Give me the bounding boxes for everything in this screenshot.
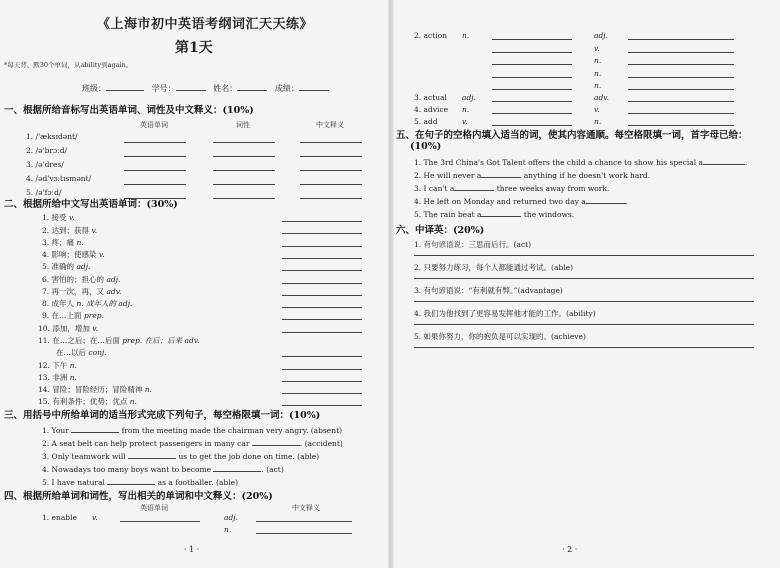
answer-blank[interactable]	[481, 208, 521, 217]
pos-label: adj.	[224, 513, 238, 522]
col-header-meaning: 中文释义	[316, 121, 344, 129]
answer-blank[interactable]	[282, 393, 362, 394]
answer-blank[interactable]	[256, 521, 352, 522]
translation-item: 1. 有句谚语说：三思而后行。(act)	[414, 240, 532, 249]
answer-blank[interactable]	[492, 113, 572, 114]
answer-line[interactable]	[414, 255, 754, 256]
derivation-item: 4. advice	[414, 105, 449, 114]
chinese-item: 在…以后 conj.	[56, 348, 107, 357]
col-header-word: 英语单词	[140, 121, 168, 129]
pos-label: v.	[594, 105, 600, 114]
phonetic-item: 3. /ə'dres/	[26, 160, 64, 169]
derivation-item: 3. actual	[414, 93, 447, 102]
section-5-score: (10%)	[410, 141, 442, 152]
pos-label: n.	[594, 69, 602, 78]
answer-blank[interactable]	[492, 64, 572, 65]
chinese-item: 13. 非洲 n.	[38, 373, 77, 382]
answer-blank[interactable]	[213, 142, 275, 143]
chinese-item: 1. 接受 v.	[42, 213, 75, 222]
answer-blank[interactable]	[282, 332, 362, 333]
sentence-item: 3. Only teamwork will us to get the job done on time. (able)	[42, 452, 320, 461]
chinese-item: 12. 下午 n.	[38, 361, 77, 370]
chinese-item: 6. 害怕的；担心的 adj.	[42, 275, 121, 284]
pos-label: n.	[462, 105, 470, 114]
answer-blank[interactable]	[492, 125, 572, 126]
derivation-item: 1. enable	[42, 513, 77, 522]
answer-blank[interactable]	[628, 39, 734, 40]
section-1-heading: 一、根据所给音标写出英语单词、词性及中文释义：(10%)	[4, 105, 254, 116]
sentence-item: 1. Your from the meeting made the chairman very angry. (absent)	[42, 426, 343, 435]
chinese-item: 3. 疼；痛 n.	[42, 238, 84, 247]
answer-blank[interactable]	[282, 283, 362, 284]
chinese-item: 15. 有利条件；优势；优点 n.	[38, 397, 137, 406]
answer-blank[interactable]	[107, 476, 155, 485]
document-title: 《上海市初中英语考纲词汇天天练》	[97, 17, 314, 32]
answer-blank[interactable]	[213, 463, 261, 472]
name-blank[interactable]	[237, 82, 267, 91]
answer-blank[interactable]	[703, 156, 745, 165]
sentence-item: 4. He left on Monday and returned two day a .	[414, 197, 629, 206]
answer-blank[interactable]	[300, 156, 362, 157]
answer-blank[interactable]	[628, 64, 734, 65]
phonetic-item: 2. /ə'brɔːd/	[26, 146, 68, 155]
answer-blank[interactable]	[282, 270, 362, 271]
answer-blank[interactable]	[628, 101, 734, 102]
score-blank[interactable]	[299, 82, 329, 91]
answer-blank[interactable]	[252, 437, 300, 446]
answer-line[interactable]	[414, 278, 754, 279]
translation-item: 2. 只要努力练习，每个人都能通过考试。(able)	[414, 263, 574, 272]
answer-blank[interactable]	[282, 307, 362, 308]
answer-blank[interactable]	[282, 233, 362, 234]
chinese-item: 5. 准确的 adj.	[42, 262, 91, 271]
pos-label: adv.	[594, 93, 610, 102]
answer-blank[interactable]	[492, 101, 572, 102]
answer-blank[interactable]	[628, 125, 734, 126]
answer-blank[interactable]	[213, 198, 275, 199]
answer-blank[interactable]	[124, 184, 186, 185]
section-4-heading: 四、根据所给单词和词性，写出相关的单词和中文释义：(20%)	[4, 491, 273, 502]
answer-blank[interactable]	[213, 156, 275, 157]
translation-item: 4. 我们为他找到了更容易发挥他才能的工作。(ability)	[414, 309, 596, 318]
section-5-heading: 五、在句子的空格内填入适当的词，使其内容通顺。每空格限填一词，首字母已给：	[396, 130, 748, 141]
answer-blank[interactable]	[300, 184, 362, 185]
sentence-item: 5. I have natural as a footballer. (able)	[42, 478, 239, 487]
translation-item: 5. 如果你努力，你的抱负是可以实现的。(achieve)	[414, 332, 586, 341]
chinese-item: 7. 再一次，再，又 adv.	[42, 287, 122, 296]
answer-blank[interactable]	[213, 170, 275, 171]
chinese-item: 2. 达到；获得 v.	[42, 226, 98, 235]
answer-blank[interactable]	[124, 142, 186, 143]
answer-blank[interactable]	[586, 195, 626, 204]
answer-blank[interactable]	[492, 89, 572, 90]
answer-blank[interactable]	[492, 52, 572, 53]
answer-blank[interactable]	[282, 369, 362, 370]
answer-blank[interactable]	[282, 246, 362, 247]
pos-label: n.	[462, 31, 470, 40]
derivation-item: 2. action	[414, 31, 447, 40]
day-label: 第1天	[175, 40, 213, 56]
instruction-text: *每天背、默30个单词，从ability到again。	[4, 61, 133, 69]
chinese-item: 14. 冒险；冒险经历；冒险精神 n.	[38, 385, 152, 394]
answer-blank[interactable]	[628, 52, 734, 53]
pos-label: n.	[594, 56, 602, 65]
phonetic-item: 1. /'æksɪdənt/	[26, 132, 78, 141]
answer-blank[interactable]	[282, 405, 362, 406]
sentence-item: 3. I can't a three weeks away from work.	[414, 184, 610, 193]
pos-label: v.	[92, 513, 98, 522]
answer-blank[interactable]	[481, 169, 521, 178]
sentence-item: 2. He will never a anything if he doesn't work hard.	[414, 171, 651, 180]
phonetic-item: 5. /ə'fɔːd/	[26, 188, 62, 197]
name-label: 姓名：	[213, 84, 238, 93]
answer-blank[interactable]	[128, 450, 176, 459]
answer-blank[interactable]	[282, 221, 362, 222]
answer-blank[interactable]	[628, 113, 734, 114]
score-label: 成绩：	[274, 84, 299, 93]
answer-blank[interactable]	[628, 89, 734, 90]
answer-blank[interactable]	[124, 170, 186, 171]
pos-label: n.	[224, 525, 232, 534]
class-blank[interactable]	[106, 82, 144, 91]
pos-label: v.	[462, 117, 468, 126]
id-label: 学号：	[151, 84, 176, 93]
page-number: · 2 ·	[562, 545, 578, 554]
chinese-item: 4. 影响；使感染 v.	[42, 250, 105, 259]
answer-blank[interactable]	[124, 156, 186, 157]
sentence-item: 5. The rain beat a the windows.	[414, 210, 575, 219]
col-header-word: 英语单词	[140, 504, 168, 512]
col-header-meaning: 中文释义	[292, 504, 320, 512]
answer-blank[interactable]	[300, 198, 362, 199]
chinese-item: 9. 在…上面 prep.	[42, 311, 104, 320]
answer-blank[interactable]	[628, 77, 734, 78]
section-3-heading: 三、用括号中所给单词的适当形式完成下列句子，每空格限填一词：(10%)	[4, 410, 321, 421]
page-number: · 1 ·	[184, 545, 200, 554]
pos-label: v.	[594, 44, 600, 53]
pos-label: n.	[594, 81, 602, 90]
sentence-item: 4. Nowadays too many boys want to become . (act)	[42, 465, 284, 474]
pos-label: adj.	[594, 31, 608, 40]
answer-blank[interactable]	[492, 77, 572, 78]
answer-blank[interactable]	[282, 258, 362, 259]
col-header-pos: 词性	[236, 121, 250, 129]
answer-blank[interactable]	[282, 381, 362, 382]
answer-blank[interactable]	[492, 39, 572, 40]
chinese-item: 10. 添加，增加 v.	[38, 324, 98, 333]
answer-blank[interactable]	[71, 424, 119, 433]
section-2-heading: 二、根据所给中文写出英语单词：(30%)	[4, 199, 178, 210]
answer-blank[interactable]	[120, 521, 200, 522]
answer-blank[interactable]	[300, 170, 362, 171]
answer-blank[interactable]	[256, 533, 352, 534]
chinese-item: 11. 在…之后；在…后面 prep. 在后；后来 adv.	[38, 336, 200, 345]
answer-blank[interactable]	[282, 356, 362, 357]
phonetic-item: 4. /əd'vɜːtɪsmənt/	[26, 174, 92, 183]
class-label: 班级：	[82, 84, 106, 93]
sentence-item: 1. The 3rd China's Got Talent offers the child a chance to show his special a .	[414, 158, 748, 167]
chinese-item: 8. 成年人 n. 成年人的 adj.	[42, 299, 133, 308]
sentence-item: 2. A seat belt can help protect passengers in many car . (accident)	[42, 439, 343, 448]
answer-blank[interactable]	[282, 319, 362, 320]
answer-line[interactable]	[414, 324, 754, 325]
derivation-item: 5. add	[414, 117, 438, 126]
translation-item: 3. 有句谚语说：“有利就有弊。”(advantage)	[414, 286, 563, 295]
answer-line[interactable]	[414, 347, 754, 348]
student-info	[82, 82, 329, 94]
page-2	[392, 0, 780, 568]
answer-blank[interactable]	[454, 182, 494, 191]
answer-blank[interactable]	[213, 184, 275, 185]
answer-line[interactable]	[414, 301, 754, 302]
answer-blank[interactable]	[300, 142, 362, 143]
answer-blank[interactable]	[282, 295, 362, 296]
id-blank[interactable]	[176, 82, 206, 91]
pos-label: adj.	[462, 93, 476, 102]
section-6-heading: 六、中译英：(20%)	[396, 225, 485, 236]
pos-label: n.	[594, 117, 602, 126]
